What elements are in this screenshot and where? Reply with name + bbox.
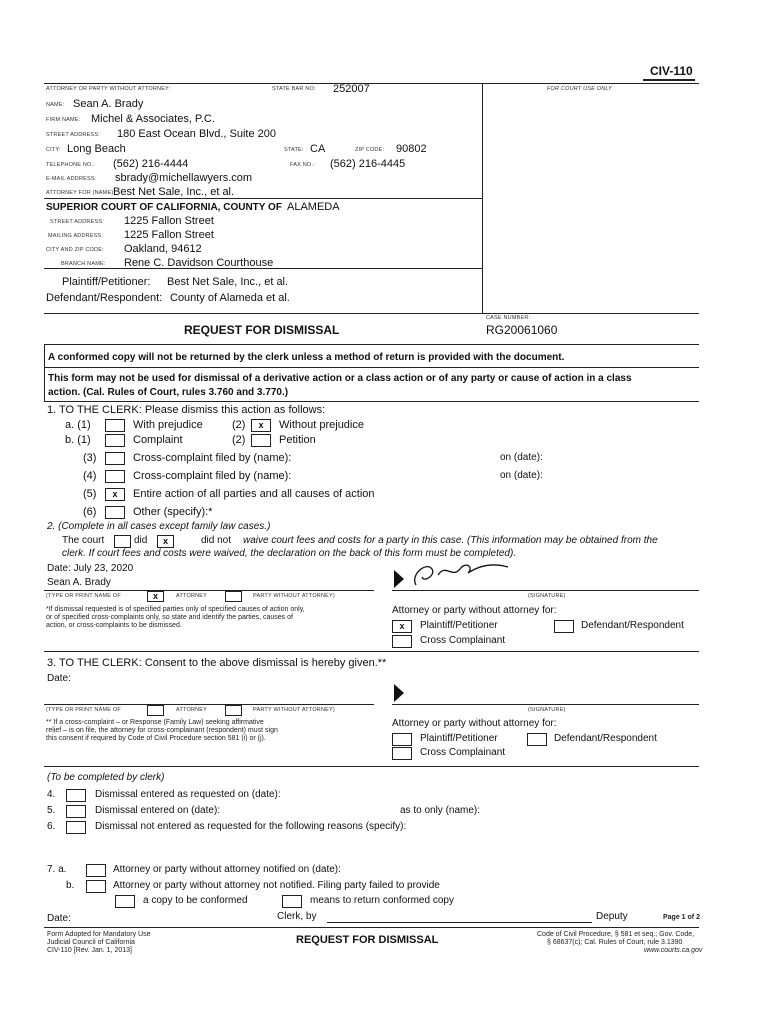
plaintiff-checkbox-2[interactable] (392, 733, 412, 746)
dismissal-entered-on-label: Dismissal entered on (date): (95, 805, 221, 816)
other-checkbox[interactable] (105, 506, 125, 519)
item7a-number: 7. a. (47, 864, 67, 875)
page-number: Page 1 of 2 (663, 914, 700, 921)
email: sbrady@michellawyers.com (115, 172, 253, 184)
defendant-checkbox-1[interactable] (554, 620, 574, 633)
signature-date: Date: July 23, 2020 (47, 563, 134, 574)
dismissal-entered-label: Dismissal entered as requested on (date): (95, 789, 281, 800)
clerk-date-label: Date: (47, 913, 71, 924)
attorney-for-label: ATTORNEY FOR (NAME): (46, 190, 116, 196)
footnote2-line2: relief – is on file, the attorney for cross-complainant (respondent) must sign (46, 727, 278, 734)
footnote2-line1: ** If a cross-complaint – or Response (Family Law) seeking affirmative (46, 719, 264, 726)
defendant-label-2: Defendant/Respondent (554, 733, 657, 744)
cross-complainant-checkbox-2[interactable] (392, 747, 412, 760)
county: ALAMEDA (287, 201, 340, 213)
without-prejudice-checkbox[interactable]: x (251, 419, 271, 432)
cross-complaint-2-label: Cross-complaint filed by (name): (133, 470, 292, 482)
dismissal-entered-checkbox[interactable] (66, 789, 86, 802)
cross-complainant-checkbox-1[interactable] (392, 635, 412, 648)
item3-number: (3) (83, 452, 97, 464)
entire-action-label: Entire action of all parties and all causes of action (133, 488, 375, 500)
plaintiff-label-2: Plaintiff/Petitioner (420, 733, 498, 744)
defendant-checkbox-2[interactable] (527, 733, 547, 746)
footer-title: REQUEST FOR DISMISSAL (296, 934, 439, 946)
dismissal-not-entered-label: Dismissal not entered as requested for the following reasons (specify): (95, 821, 407, 832)
with-prejudice-checkbox[interactable] (105, 419, 125, 432)
fax-label: FAX NO.: (290, 162, 315, 168)
consent-party-label: PARTY WITHOUT ATTORNEY) (253, 707, 335, 713)
did-label: did (134, 535, 148, 546)
item-b2-number: (2) (232, 434, 246, 446)
consent-sign-here-arrow-icon (394, 684, 404, 702)
item6-number: (6) (83, 506, 97, 518)
as-to-only-label: as to only (name): (400, 805, 481, 816)
defendant-label-1: Defendant/Respondent (581, 620, 684, 631)
section2-head: 2. (Complete in all cases except family law cases.) (47, 521, 271, 532)
court-title: SUPERIOR COURT OF CALIFORNIA, COUNTY OF (46, 202, 282, 213)
means-to-return-label: means to return conformed copy (310, 895, 454, 906)
court-street: 1225 Fallon Street (124, 215, 214, 227)
consent-attorney-label: ATTORNEY (176, 707, 208, 713)
name-label: NAME: (46, 102, 65, 108)
section3-head: 3. TO THE CLERK: Consent to the above dismissal is hereby given.** (47, 657, 387, 669)
cross-complaint-2-date-label: on (date): (500, 470, 543, 481)
petition-label: Petition (279, 434, 316, 446)
branch-label: BRANCH NAME: (61, 261, 106, 267)
footnote1-line3: action, or cross-complaints to be dismissed. (46, 622, 182, 629)
not-notified-label: Attorney or party without attorney not notified. Filing party failed to provide (113, 880, 440, 891)
cross-complaint-1-date-label: on (date): (500, 452, 543, 463)
item5-clerk-number: 5. (47, 805, 56, 816)
complaint-checkbox[interactable] (105, 434, 125, 447)
clerk-section-head: (To be completed by clerk) (47, 772, 165, 783)
zip-label: ZIP CODE: (355, 147, 385, 153)
city-label: CITY: (46, 147, 61, 153)
footer-right-2: § 68637(c); Cal. Rules of Court, rule 3.1390 (547, 939, 683, 946)
street-address: 180 East Ocean Blvd., Suite 200 (117, 128, 276, 140)
state: CA (310, 143, 326, 155)
court-mailing-label: MAILING ADDRESS: (48, 233, 104, 239)
footer-left-3: CIV-110 [Rev. Jan. 1, 2013] (47, 947, 132, 954)
plaintiff-name: Best Net Sale, Inc., et al. (167, 276, 289, 288)
notice-rules: action. (Cal. Rules of Court, rules 3.760 and 3.770.) (48, 387, 289, 398)
court-fees-line2: clerk. If court fees and costs were waived, the declaration on the back of this form must be completed). (62, 548, 517, 559)
footnote2-line3: this consent if required by Code of Civil Procedure section 581 (i) or (j). (46, 735, 266, 742)
street-label: STREET ADDRESS: (46, 132, 100, 138)
other-label: Other (specify):* (133, 506, 213, 518)
form-title: REQUEST FOR DISMISSAL (184, 323, 340, 337)
footer-left-1: Form Adopted for Mandatory Use (47, 931, 151, 938)
sign-here-arrow-icon (394, 570, 404, 588)
cross-complaint-1-checkbox[interactable] (105, 452, 125, 465)
attorney-for: Best Net Sale, Inc., et al. (113, 186, 235, 198)
state-bar-label: STATE BAR NO: (272, 86, 316, 92)
notice-class-action: This form may not be used for dismissal of a derivative action or a class action or of any party or cause of action in a class (48, 373, 632, 384)
item4-number: (4) (83, 470, 97, 482)
court-fees-rest: waive court fees and costs for a party in this case. (This information may be obtained from the (243, 535, 658, 546)
without-prejudice-label: Without prejudice (279, 419, 364, 431)
attorney-name: Sean A. Brady (73, 98, 144, 110)
attorney-label: ATTORNEY OR PARTY WITHOUT ATTORNEY: (46, 86, 171, 92)
signature-label: (SIGNATURE) (528, 593, 566, 599)
cross-complainant-label-1: Cross Complainant (420, 635, 506, 646)
item5-number: (5) (83, 488, 97, 500)
signer-name: Sean A. Brady (47, 577, 111, 588)
court-fees-text: The court (62, 535, 105, 546)
court-use-label: FOR COURT USE ONLY (547, 86, 613, 92)
firm-label: FIRM NAME: (46, 117, 81, 123)
notice-conformed-copy: A conformed copy will not be returned by the clerk unless a method of return is provided with the document. (48, 352, 565, 363)
state-label: STATE: (284, 147, 304, 153)
defendant-label: Defendant/Respondent: (46, 292, 163, 304)
court-city-label: CITY AND ZIP CODE: (46, 247, 104, 253)
plaintiff-label: Plaintiff/Petitioner: (62, 276, 151, 288)
entire-action-checkbox[interactable]: x (105, 488, 125, 501)
footer-left-2: Judicial Council of California (47, 939, 135, 946)
did-not-label: did not (201, 535, 232, 546)
cross-complainant-label-2: Cross Complainant (420, 747, 506, 758)
consent-date-label: Date: (47, 673, 71, 684)
case-number-label: CASE NUMBER: (486, 315, 531, 321)
defendant-name: County of Alameda et al. (170, 292, 290, 304)
phone: (562) 216-4444 (113, 158, 189, 170)
plaintiff-checkbox-1[interactable]: x (392, 620, 412, 633)
branch-name: Rene C. Davidson Courthouse (124, 257, 274, 269)
consent-type-name-label: (TYPE OR PRINT NAME OF (46, 707, 121, 713)
signature-image (408, 557, 513, 589)
plaintiff-label-1: Plaintiff/Petitioner (420, 620, 498, 631)
consent-signature-label: (SIGNATURE) (528, 707, 566, 713)
cross-complaint-2-checkbox[interactable] (105, 470, 125, 483)
state-bar-number: 252007 (333, 83, 370, 95)
complaint-label: Complaint (133, 434, 183, 446)
petition-checkbox[interactable] (251, 434, 271, 447)
dismissal-entered-on-checkbox[interactable] (66, 805, 86, 818)
court-street-label: STREET ADDRESS: (50, 219, 104, 225)
attorney-for-label-1: Attorney or party without attorney for: (392, 605, 557, 616)
item7b-number: b. (66, 880, 75, 891)
with-prejudice-label: With prejudice (133, 419, 203, 431)
not-notified-checkbox[interactable] (86, 880, 106, 893)
section1-intro: 1. TO THE CLERK: Please dismiss this action as follows: (47, 404, 326, 416)
attorney-for-label-2: Attorney or party without attorney for: (392, 718, 557, 729)
sig-attorney-label: ATTORNEY (176, 593, 208, 599)
sig-party-label: PARTY WITHOUT ATTORNEY) (253, 593, 335, 599)
means-to-return-checkbox[interactable] (282, 895, 302, 908)
zip-code: 90802 (396, 143, 427, 155)
court-mailing: 1225 Fallon Street (124, 229, 214, 241)
case-number: RG20061060 (486, 323, 558, 337)
form-number: CIV-110 (650, 64, 693, 78)
consent-party-checkbox[interactable] (225, 705, 242, 716)
item-a2-number: (2) (232, 419, 246, 431)
cross-complaint-1-label: Cross-complaint filed by (name): (133, 452, 292, 464)
footer-right-1: Code of Civil Procedure, § 581 et seq.; Gov. Code, (537, 931, 695, 938)
city: Long Beach (67, 143, 126, 155)
item-b-label: b. (1) (65, 434, 91, 446)
did-not-checkbox[interactable]: x (157, 535, 174, 548)
did-checkbox[interactable] (114, 535, 131, 548)
sig-party-checkbox[interactable] (225, 591, 242, 602)
email-label: E-MAIL ADDRESS: (46, 176, 97, 182)
clerk-by-label: Clerk, by (277, 911, 317, 922)
item4-clerk-number: 4. (47, 789, 56, 800)
copy-conformed-checkbox[interactable] (115, 895, 135, 908)
footnote1-line2: or of specified cross-complaints only, so state and identify the parties, causes of (46, 614, 293, 621)
court-city: Oakland, 94612 (124, 243, 202, 255)
firm-name: Michel & Associates, P.C. (91, 113, 215, 125)
fax: (562) 216-4445 (330, 158, 406, 170)
notified-checkbox[interactable] (86, 864, 106, 877)
consent-attorney-checkbox[interactable] (147, 705, 164, 716)
notified-label: Attorney or party without attorney notified on (date): (113, 864, 341, 875)
footer-right-3: www.courts.ca.gov (644, 947, 703, 954)
copy-conformed-label: a copy to be conformed (143, 895, 248, 906)
phone-label: TELEPHONE NO.: (46, 162, 95, 168)
sig-attorney-checkbox[interactable]: x (147, 591, 164, 602)
item6-clerk-number: 6. (47, 821, 56, 832)
deputy-label: Deputy (596, 911, 628, 922)
type-name-label: (TYPE OR PRINT NAME OF (46, 593, 121, 599)
dismissal-not-entered-checkbox[interactable] (66, 821, 86, 834)
footnote1-line1: *If dismissal requested is of specified parties only of specified causes of action only, (46, 606, 305, 613)
item-a-label: a. (1) (65, 419, 91, 431)
